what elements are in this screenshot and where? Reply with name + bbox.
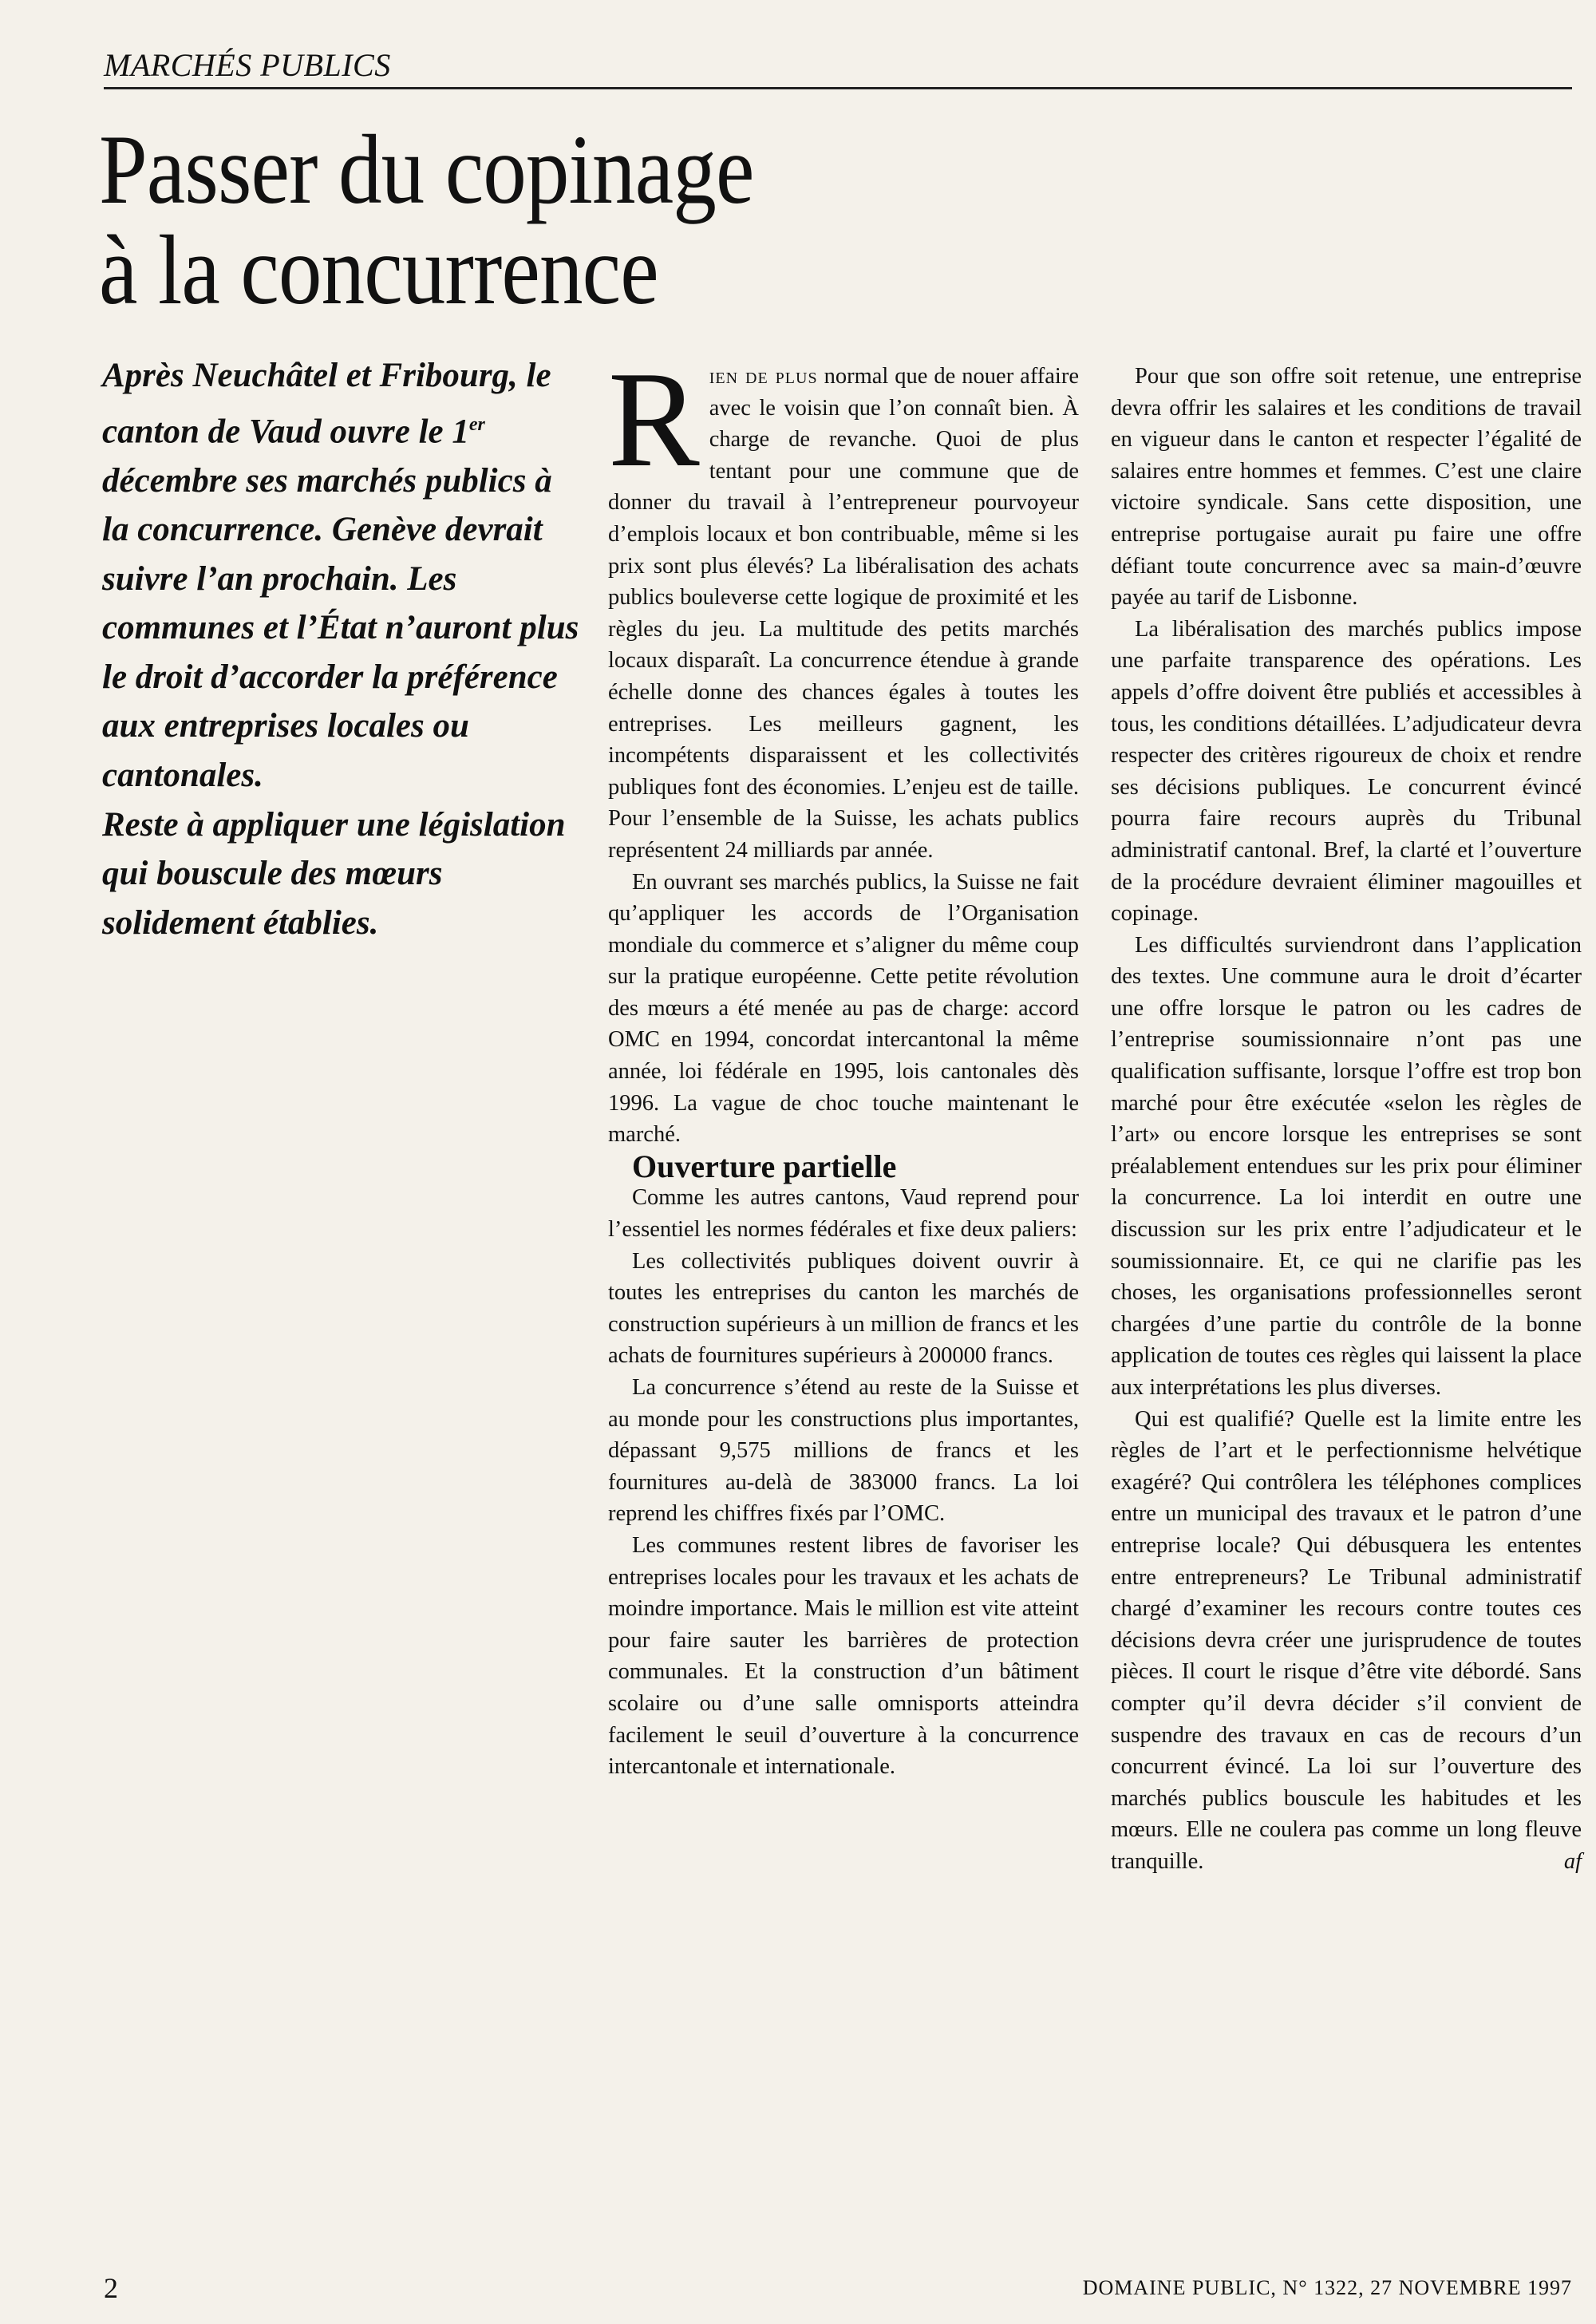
drop-cap: R	[608, 344, 700, 496]
paragraph: La libéralisation des marchés publics impose une parfaite transparence des opérations. Les appels d’offre doivent être publiés et accessibles à tous, les conditions détaillées. L’adjudicateur devra respecter des critères rigoureux de choix et rendre ses décisions publiques. Le concurrent évincé pourra faire recours auprès du Tribunal administratif cantonal. Bref, la clarté et l’ouverture de la procédure devraient éliminer magouilles et copinage.	[1111, 616, 1582, 927]
paragraph: Les difficultés surviendront dans l’application des textes. Une commune aura le droit d’écarter une offre lorsque le patron ou les cadres de l’entreprise soumissionnaire n’ont pas une qualification suffisante, lorsque l’offre est trop bon marché pour être exécutée «selon les règles de l’art» ou encore lorsque les entreprises se sont préalablement entendues sur les prix pour éliminer la concurrence. La loi interdit en outre une discussion sur les prix entre l’adjudicateur et le soumissionnaire. Et, ce qui ne clarifie pas les choses, les organisations professionnelles seront chargées d’une partie du contrôle de la bonne application de toutes ces règles qui laissent la place aux interprétations les plus diverses.	[1111, 932, 1582, 1400]
title-line-2: à la concurrence	[99, 215, 658, 325]
paragraph: Les communes restent libres de favoriser les entreprises locales pour les travaux et les achats de moindre importance. Mais le million est vite atteint pour faire sauter les barrières de protection communales. Et la construction d’un bâtiment scolaire ou d’une salle omnisports atteindra facilement le seuil d’ouverture à la concurrence intercantonale et internationale.	[608, 1532, 1079, 1780]
text-column-2	[608, 344, 1079, 1783]
publication-footer: DOMAINE PUBLIC, N° 1322, 27 NOVEMBRE 1997	[1082, 2276, 1572, 2299]
paragraph: En ouvrant ses marchés publics, la Suisse ne fait qu’appliquer les accords de l’Organisation mondiale du commerce et s’aligner du même coup sur la pratique européenne. Cette petite révolution des mœurs a été menée au pas de charge: accord OMC en 1994, concordat intercantonal la même année, loi fédérale en 1995, lois cantonales dès 1996. La vague de choc touche maintenant le marché.	[608, 869, 1079, 1148]
lede-paragraph-1: Après Neuchâtel et Fribourg, le canton de Vaud ouvre le 1er décembre ses marchés publics à la concurrence. Genève devrait suivre l’an prochain. Les communes et l’État n’auront plus le droit d’accorder la préférence aux entreprises locales ou cantonales.	[102, 357, 579, 795]
paragraph: La concurrence s’étend au reste de la Suisse et au monde pour les constructions plus importantes, dépassant 9,575 millions de francs et les fournitures au-delà de 383000 francs. La loi reprend les chiffres fixés par l’OMC.	[608, 1375, 1079, 1527]
article-lede	[102, 351, 581, 947]
author-signature: af	[1563, 1848, 1582, 1874]
title-line-1: Passer du copinage	[99, 115, 754, 224]
opening-paragraph: Rien de plus normal que de nouer affaire avec le voisin que l’on connaît bien. À charge de revanche. Quoi de plus tentant pour une commune que de donner du travail à l’entrepreneur pourvoyeur d’emplois locaux et bon contribuable, même si les prix sont plus élevés? La libéralisation des achats publics bouleverse cette logique de proximité et les règles du jeu. La multitude des petits marchés locaux disparaît. La concurrence étendue à grande échelle donne des chances égales à toutes les entreprises. Les meilleurs gagnent, les incompétents disparaissent et les collectivités publiques font des économies. L’enjeu est de taille. Pour l’ensemble de la Suisse, les achats publics représentent 24 milliards par année.	[608, 344, 1079, 863]
subheading: Ouverture partielle	[632, 1148, 897, 1184]
lede-paragraph-2: Reste à appliquer une législation qui bouscule des mœurs solidement établies.	[102, 805, 566, 942]
paragraph: Les collectivités publiques doivent ouvrir à toutes les entreprises du canton les marchés de construction supérieurs à un million de francs et les achats de fournitures supérieurs à 200000 francs.	[608, 1248, 1079, 1369]
section-rubric: MARCHÉS PUBLICS	[104, 46, 1572, 89]
text-column-3	[1111, 361, 1582, 1878]
article-title	[99, 115, 1152, 325]
page-number: 2	[104, 2272, 118, 2304]
paragraph: Pour que son offre soit retenue, une entreprise devra offrir les salaires et les conditions de travail en vigueur dans le canton et respecter l’égalité de salaires entre hommes et femmes. C’est une claire victoire syndicale. Sans cette disposition, une entreprise portugaise aurait pu faire une offre défiant toute concurrence avec sa main-d’œuvre payée au tarif de Lisbonne.	[1111, 364, 1582, 611]
paragraph: Comme les autres cantons, Vaud reprend pour l’essentiel les normes fédérales et fixe deux paliers:	[608, 1185, 1079, 1243]
closing-paragraph: Qui est qualifié? Quelle est la limite entre les règles de l’art et le perfectionnisme helvétique exagéré? Qui contrôlera les téléphones complices entre un municipal des travaux et le patron d’une entreprise locale? Qui débusquera les ententes entre entrepreneurs? Le Tribunal administratif chargé d’examiner les recours contre toutes ces décisions devra créer une jurisprudence de toutes pièces. Il court le risque d’être vite débordé. Sans compter qu’il devra décider s’il convient de suspendre des travaux en cas de recours d’un concurrent évincé. La loi sur l’ouverture des marchés publics bouscule les habitudes et les mœurs. Elle ne coulera pas comme un long fleuve tranquille. af	[1111, 1404, 1582, 1878]
